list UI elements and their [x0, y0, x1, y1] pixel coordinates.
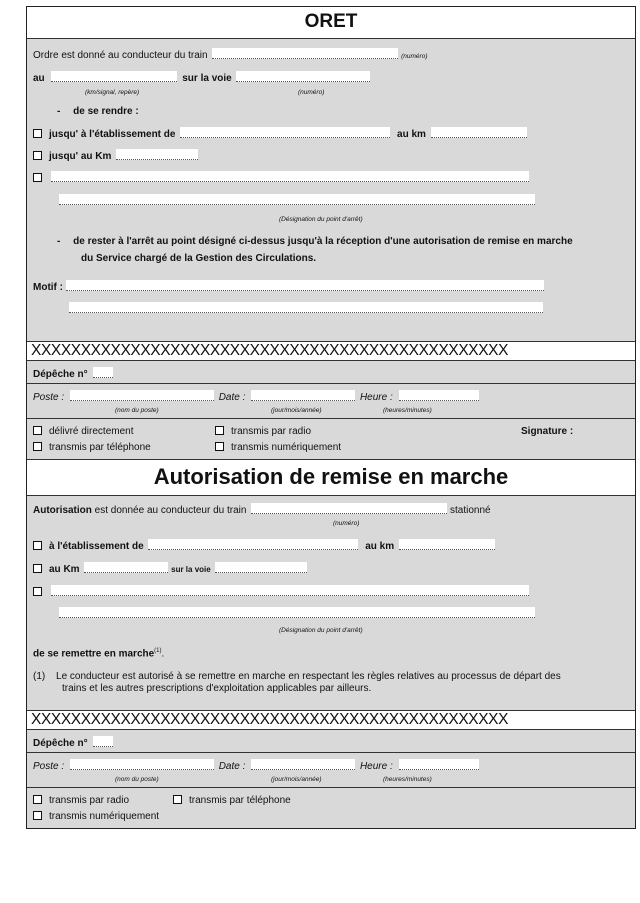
order-label: Ordre est donné au conducteur du train [33, 50, 208, 61]
arm-sur-la-voie-label: sur la voie [171, 565, 211, 574]
arm-train-field[interactable] [251, 503, 447, 514]
arm-depeche-section [27, 730, 635, 753]
point-arret-field-1[interactable] [51, 171, 529, 182]
rester-line-1: de rester à l'arrêt au point désigné ci-dessus jusqu'à la réception d'une autorisation de remise en marche [73, 236, 573, 247]
arm-checkbox-telephone[interactable] [173, 795, 182, 804]
note-line-1: Le conducteur est autorisé à se remettre en marche en respectant les règles relatives au processus de départ des [56, 671, 561, 682]
jusqu-km-field[interactable] [116, 149, 198, 160]
km-signal-field[interactable] [51, 71, 177, 82]
checkbox-telephone[interactable] [33, 442, 42, 451]
arm-numerique-label: transmis numériquement [49, 811, 160, 822]
point-arret-field-2[interactable] [59, 194, 535, 205]
depeche-number-field[interactable] [93, 367, 113, 378]
autorisation-rest: est donnée au conducteur du train [94, 505, 247, 516]
heure-label: Heure : [359, 392, 393, 403]
arm-title: Autorisation de remise en marche [27, 460, 635, 496]
date-label: Date : [218, 392, 246, 403]
oret-transmission-section [27, 419, 635, 460]
arm-jour-hint: (jour/mois/année) [271, 776, 322, 783]
numero-hint: (numéro) [401, 53, 428, 60]
a-etablissement-label: à l'établissement de [49, 541, 144, 552]
arm-etablissement-km-field[interactable] [399, 539, 495, 550]
arm-heures-hint: (heures/minutes) [383, 776, 432, 783]
heure-field[interactable] [399, 390, 479, 401]
nom-poste-hint: (nom du poste) [115, 407, 159, 414]
train-number-field[interactable] [212, 48, 398, 59]
arm-au-km-label: au km [365, 541, 395, 552]
arm-heure-field[interactable] [399, 759, 479, 770]
sur-la-voie-label: sur la voie [182, 73, 232, 84]
arm-transmission-section [27, 788, 635, 828]
arm-km-field[interactable] [84, 562, 168, 573]
arm-x-separator: XXXXXXXXXXXXXXXXXXXXXXXXXXXXXXXXXXXXXXXXXXXXXXXX [27, 711, 635, 730]
arm-checkbox-radio[interactable] [33, 795, 42, 804]
arm-telephone-label: transmis par téléphone [189, 795, 291, 806]
dash-2: - [57, 236, 61, 247]
km-signal-hint: (km/signal, repère) [85, 89, 140, 96]
telephone-label: transmis par téléphone [49, 442, 151, 453]
note-number: (1) [33, 671, 46, 682]
date-field[interactable] [251, 390, 355, 401]
delivre-label: délivré directement [49, 426, 134, 437]
rester-line-2: du Service chargé de la Gestion des Circulations. [81, 253, 317, 264]
autorisation-bold: Autorisation [33, 505, 92, 516]
au-label: au [33, 73, 45, 84]
checkbox-other-point[interactable] [33, 173, 42, 182]
se-remettre-label: de se remettre en marche [33, 648, 155, 660]
poste-field[interactable] [70, 390, 214, 401]
numerique-label: transmis numériquement [231, 442, 342, 453]
au-km2-label: au Km [49, 564, 80, 575]
arm-voie-field[interactable] [215, 562, 307, 573]
arm-point-arret-field-2[interactable] [59, 607, 535, 618]
oret-depeche-section [27, 361, 635, 384]
stationne-label: stationné [450, 505, 491, 516]
arm-radio-label: transmis par radio [49, 795, 130, 806]
oret-form [26, 6, 636, 829]
oret-order-section [27, 39, 635, 342]
arm-nom-poste-hint: (nom du poste) [115, 776, 159, 783]
se-rendre-label: de se rendre : [73, 106, 139, 117]
motif-label: Motif : [33, 282, 63, 293]
designation-hint: (Désignation du point d'arrêt) [279, 216, 363, 223]
etablissement-field[interactable] [180, 127, 390, 138]
voie-numero-hint: (numéro) [298, 89, 325, 96]
checkbox-etablissement[interactable] [33, 129, 42, 138]
motif-field-2[interactable] [69, 302, 543, 313]
checkbox-radio[interactable] [215, 426, 224, 435]
arm-numero-hint: (numéro) [333, 520, 360, 527]
arm-checkbox-other-point[interactable] [33, 587, 42, 596]
arm-checkbox-etablissement[interactable] [33, 541, 42, 550]
arm-designation-hint: (Désignation du point d'arrêt) [279, 627, 363, 634]
arm-date-field[interactable] [251, 759, 355, 770]
jour-hint: (jour/mois/année) [271, 407, 322, 414]
checkbox-delivre[interactable] [33, 426, 42, 435]
note-line-2: trains et les autres prescriptions d'exploitation applicables par ailleurs. [62, 683, 372, 694]
arm-section: Autorisation est donnée au conducteur du train stationné (numéro) à l'établissement de au km au Km sur la voie (Désignation du point d'arrêt) de se remettre en marche$^{(1)}$. (1) Le conducteur est autorisé à se remettre en marche en respectant les règles relatives au processus de départ des trains et les autres prescriptions d'exploitation applicables par ailleurs. [27, 496, 635, 711]
arm-etablissement-field[interactable] [148, 539, 358, 550]
arm-date-label: Date : [218, 761, 246, 772]
arm-point-arret-field-1[interactable] [51, 585, 529, 596]
dash: - [57, 106, 61, 117]
oret-x-separator: XXXXXXXXXXXXXXXXXXXXXXXXXXXXXXXXXXXXXXXXXXXXXXXX [27, 342, 635, 361]
arm-checkbox-km[interactable] [33, 564, 42, 573]
note-mark: (1) [154, 648, 162, 654]
arm-depeche-label: Dépêche n° [33, 738, 88, 749]
depeche-label: Dépêche n° [33, 369, 88, 380]
voie-number-field[interactable] [236, 71, 370, 82]
etablissement-km-field[interactable] [431, 127, 527, 138]
heures-hint: (heures/minutes) [383, 407, 432, 414]
signature-label: Signature : [521, 426, 574, 437]
checkbox-numerique[interactable] [215, 442, 224, 451]
au-km-label: au km [397, 129, 426, 140]
oret-title: ORET [27, 7, 635, 39]
arm-heure-label: Heure : [359, 761, 393, 772]
arm-checkbox-numerique[interactable] [33, 811, 42, 820]
checkbox-jusqu-km[interactable] [33, 151, 42, 160]
arm-depeche-number-field[interactable] [93, 736, 113, 747]
arm-poste-section [27, 753, 635, 788]
arm-poste-label: Poste : [33, 761, 65, 772]
radio-label: transmis par radio [231, 426, 312, 437]
motif-field-1[interactable] [66, 280, 544, 291]
jusqu-km-label: jusqu' au Km [49, 151, 112, 162]
arm-poste-field[interactable] [70, 759, 214, 770]
jusqu-etablissement-label: jusqu' à l'établissement de [49, 129, 176, 140]
oret-poste-section [27, 384, 635, 419]
poste-label: Poste : [33, 392, 65, 403]
